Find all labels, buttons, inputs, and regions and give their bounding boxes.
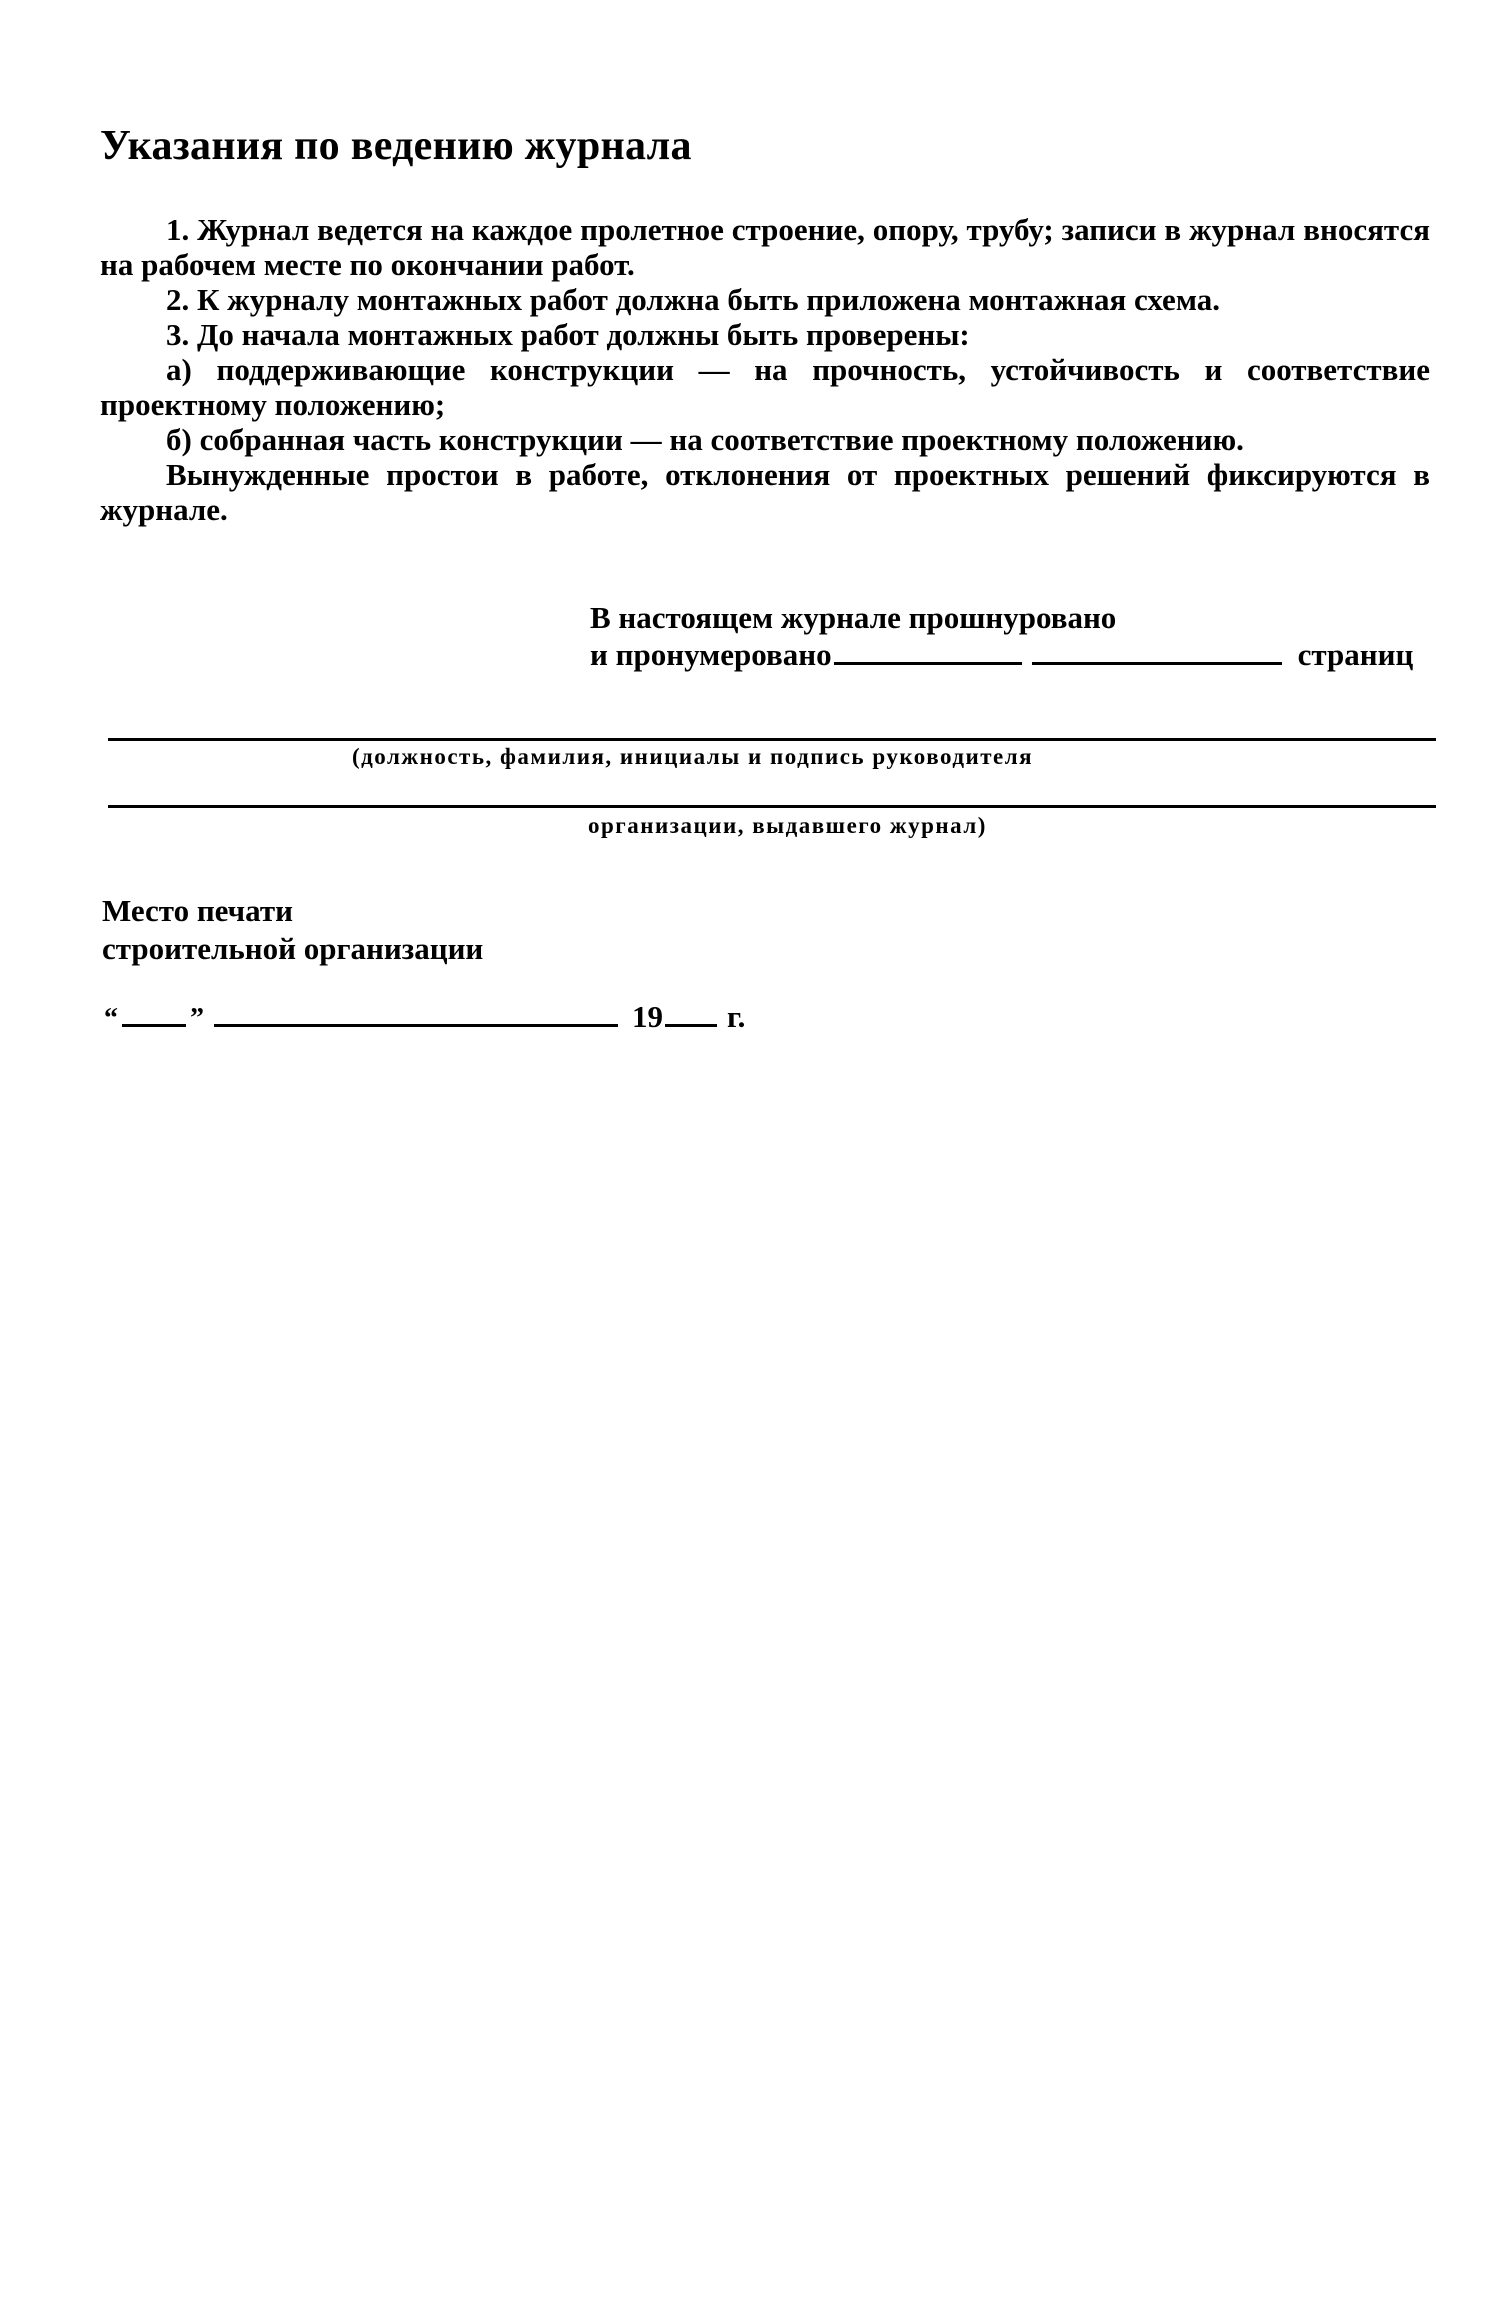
signature-line-1[interactable] [108, 738, 1436, 741]
instruction-item: а) поддерживающие конструкции — на прочность, устойчивость и соответствие проектному положению; [100, 352, 1430, 422]
signature-caption-1: (должность, фамилия, инициалы и подпись руководителя [352, 744, 1034, 769]
instruction-item: Вынужденные простои в работе, отклонения от проектных решений фиксируются в журнале. [100, 457, 1430, 527]
certification-line-2 [590, 636, 1450, 673]
instruction-item: 1. Журнал ведется на каждое пролетное строение, опору, трубу; записи в журнал вносятся на рабочем месте по окончании работ. [100, 212, 1430, 282]
certification-unit: страниц [1297, 637, 1414, 672]
date-year-suffix: г. [727, 999, 746, 1034]
stamp-line-1: Место печати [102, 893, 293, 928]
date-close-quote: ” [190, 1003, 204, 1034]
date-open-quote: “ [104, 1003, 118, 1034]
certification-line-1: В настоящем журнале прошнуровано [590, 600, 1117, 635]
date-year-prefix: 19 [632, 999, 663, 1034]
stamp-line-2: строительной организации [102, 931, 484, 966]
date-year-blank[interactable] [665, 998, 717, 1027]
instruction-item: 2. К журналу монтажных работ должна быть приложена монтажная схема. [166, 282, 1220, 317]
signature-line-2[interactable] [108, 805, 1436, 808]
instruction-item: б) собранная часть конструкции — на соответствие проектному положению. [166, 422, 1244, 457]
certification-prefix: и пронумеровано [590, 637, 832, 672]
signature-caption-2: организации, выдавшего журнал) [588, 813, 987, 838]
date-month-blank[interactable] [214, 998, 618, 1027]
instruction-item: 3. До начала монтажных работ должны быть проверены: [166, 317, 970, 352]
page-title: Указания по ведению журнала [100, 123, 692, 169]
stamp-place [102, 892, 483, 968]
date-day-blank[interactable] [122, 998, 186, 1027]
instructions-list [100, 212, 1430, 527]
page-count-blank[interactable] [834, 636, 1022, 665]
date-field [104, 998, 745, 1035]
certification-block [590, 600, 1450, 673]
page-count-words-blank[interactable] [1032, 636, 1282, 665]
